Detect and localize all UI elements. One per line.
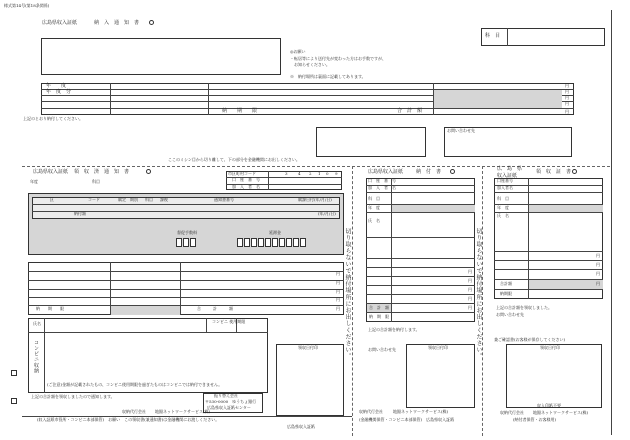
left-company: 地銀ネットワークサービス(株): [155, 409, 211, 414]
mid-account: 科 目: [368, 196, 380, 201]
code-digit: 2: [309, 171, 312, 176]
code-digit: 0: [326, 171, 329, 176]
left-total-label: 合 計 額: [197, 306, 233, 311]
yen-label: 円: [596, 281, 600, 286]
yen-label: 円: [596, 262, 600, 267]
vertical-notice: 切り取らないで納付場所にお出しください。: [475, 228, 482, 360]
right-doc-title: 領 収 証 書: [536, 169, 572, 175]
mid-subscriber: 加 入 者 名: [368, 185, 396, 190]
mid-period: 納 期 限: [369, 314, 389, 319]
address-window: [41, 38, 281, 75]
left-account-label: 科目: [92, 179, 100, 184]
form-number: 様式第14号(第18条関係): [4, 3, 50, 8]
mid-total: 合 計 額: [369, 305, 389, 310]
field-header: 課税: [160, 197, 168, 202]
top-notice-title: 納 入 通 知 書: [94, 20, 140, 26]
right-period: 納期限: [500, 291, 512, 296]
mid-receipt-text: 上記の合計額を納付します。: [368, 327, 420, 332]
postal-label: 〒530-0000 ゆうちょ銀行: [205, 399, 257, 404]
left-bottom-text: (収入証紙市役所・コンビニ本部保管) お願い この領収書(兼通知書)は金融機関にお渡しください。: [37, 417, 220, 422]
yen-label: 円: [468, 287, 472, 292]
mid-account-number: 口 座 番 号: [368, 178, 396, 183]
field-header: 賦定: [118, 197, 126, 202]
left-period-label: 納 期 限: [36, 306, 64, 311]
field-header: 区: [50, 197, 54, 202]
notice-line-2: 上記の合計額を領収しましたので通知します。: [31, 394, 115, 399]
right-receipt-label: 収入印紙不要: [537, 403, 561, 408]
yen-label: 円: [336, 271, 340, 276]
top-paid-by: 納 期 限: [222, 108, 258, 114]
field-header: 通知書番号: [214, 197, 234, 202]
seal-icon: [149, 20, 154, 25]
left-footer: 広島県収入証紙: [287, 424, 315, 429]
yen-label: 円: [336, 297, 340, 302]
barcode-label: 督促手数料: [177, 230, 197, 235]
mid-doc-title: 納 付 書: [416, 169, 442, 175]
mid-name: 氏 名: [368, 218, 380, 223]
right-title: 広 島 県: [497, 166, 523, 172]
checkbox[interactable]: [11, 370, 17, 376]
right-account: 科 目: [497, 196, 509, 201]
yen-label: 円: [468, 296, 472, 301]
request-line-2: ・転居等により送付先が変わった方はお手数ですが、: [290, 56, 386, 61]
left-receipt-stamp-box: [276, 344, 344, 416]
seal-icon: [146, 169, 151, 174]
top-row-label-year: 年 度: [46, 83, 67, 89]
yen-label: 円: [468, 305, 472, 310]
yen-label: 円: [565, 95, 569, 100]
seal-icon: [572, 169, 577, 174]
mid-year: 年 度: [368, 205, 380, 210]
field-header: コード: [88, 197, 100, 202]
top-total-label: 合 計 額: [397, 108, 423, 114]
period-sub: (年/月/日): [318, 211, 336, 216]
mid-company: 地銀ネットワークサービス(株): [393, 409, 449, 414]
top-account-label: 科 目: [485, 33, 501, 39]
left-payee-label: 収納代行会社: [122, 409, 146, 414]
yen-label: 円: [336, 289, 340, 294]
yen-label: 円: [565, 101, 569, 106]
right-text2: お問い合わせ先: [496, 312, 524, 317]
left-stamp-label: 領収日付印: [298, 345, 318, 350]
seal-icon: [450, 169, 455, 174]
mid-inquiry: お問い合わせ先: [368, 347, 396, 352]
right-stamp-box: [506, 344, 602, 408]
mid-title: 広島県収入証紙: [368, 169, 404, 175]
right-text1: 上記の合計額を領収しました。: [496, 305, 552, 310]
top-issuer-title: 広島県収入証紙: [42, 20, 78, 26]
code-digit: 1: [318, 171, 321, 176]
blank-box: [316, 127, 426, 157]
right-total: 合計額: [500, 281, 512, 286]
subscriber-name-label: 加 入 者 名: [232, 183, 260, 189]
center-label: 広島県収入証紙センター: [207, 405, 251, 410]
top-payment-text: 上記のとおり納付してください。: [23, 116, 83, 121]
vertical-notice: 切り取らないで納付場所にお出しください。: [344, 228, 351, 360]
yen-label: 円: [336, 280, 340, 285]
mid-table: [366, 178, 475, 322]
top-note: ※ 納付場所は裏面に記載してあります。: [290, 74, 366, 79]
mid-payee: 収納代行会社: [359, 409, 383, 414]
yen-label: 円: [565, 83, 569, 88]
right-bottom: (納付者保管・お客様用): [513, 417, 557, 422]
right-subscriber: 加入者名: [497, 185, 513, 190]
left-name-label: 氏名: [33, 321, 41, 326]
convenience-label: コンビニ 使用期限: [212, 319, 246, 324]
yen-label: 円: [596, 253, 600, 258]
checkbox[interactable]: [11, 398, 17, 404]
right-company: 地銀ネットワークサービス(株): [533, 410, 589, 415]
bank-label: 振り替え会社: [214, 393, 238, 398]
code-digit: 3: [285, 171, 288, 176]
request-line-3: お知らせください。: [290, 62, 330, 67]
left-doc-title: 領 収 済 通 知 書: [74, 169, 130, 175]
right-stamp-label: 領収日付印: [540, 345, 560, 350]
field-header: 科目: [145, 197, 153, 202]
right-account-number: 口座番号: [497, 178, 513, 183]
left-title: 広島県収入証紙: [33, 169, 69, 175]
mid-stamp-label: 領収日付印: [428, 345, 448, 350]
yen-label: 円: [468, 269, 472, 274]
code-digit: 9: [335, 171, 338, 176]
yen-label: 円: [596, 271, 600, 276]
yen-label: 円: [336, 306, 340, 311]
amount-label: 納付額: [74, 211, 86, 216]
right-name: 氏 名: [497, 213, 509, 218]
request-line-1: ◎お願い: [290, 49, 306, 54]
convenience-box-label: コンビニ収納: [33, 340, 39, 374]
top-inquiry-label: お問い合わせ先: [447, 128, 475, 133]
field-header: 賦課日付(年/月/日): [298, 197, 332, 202]
left-year-label: 年度: [30, 179, 38, 184]
yen-label: 円: [565, 89, 569, 94]
code-header: 市区町村コード: [228, 171, 256, 176]
right-payee: 収納代行会社: [500, 410, 524, 415]
right-text3: 兼ご確認書(お客様が保存してください): [494, 337, 566, 342]
notice-line: (ご注意)金額が記載されたもの、コンビニ使用期限を過ぎたものはコンビニでは納付できません。: [47, 382, 223, 387]
cut-instruction: ここのミシン目から切り離して、下の部分を金融機関にお出しください。: [168, 157, 300, 162]
right-subtitle: 収入証紙: [497, 173, 518, 179]
field-header: 期別: [130, 197, 138, 202]
yen-label: 円: [565, 109, 569, 114]
mid-bottom: (金融機関保管・コンビニ本部保管) 広島県収入証紙: [359, 417, 455, 422]
mid-stamp-box: [406, 344, 475, 408]
top-row-label-yearpart: 年 度 分: [46, 89, 72, 95]
extra-label: 延滞金: [269, 230, 281, 235]
right-year: 年 度: [497, 205, 509, 210]
code-digit: 4: [298, 171, 301, 176]
account-number-label: 口 座 番 号: [232, 177, 260, 182]
yen-label: 円: [468, 278, 472, 283]
